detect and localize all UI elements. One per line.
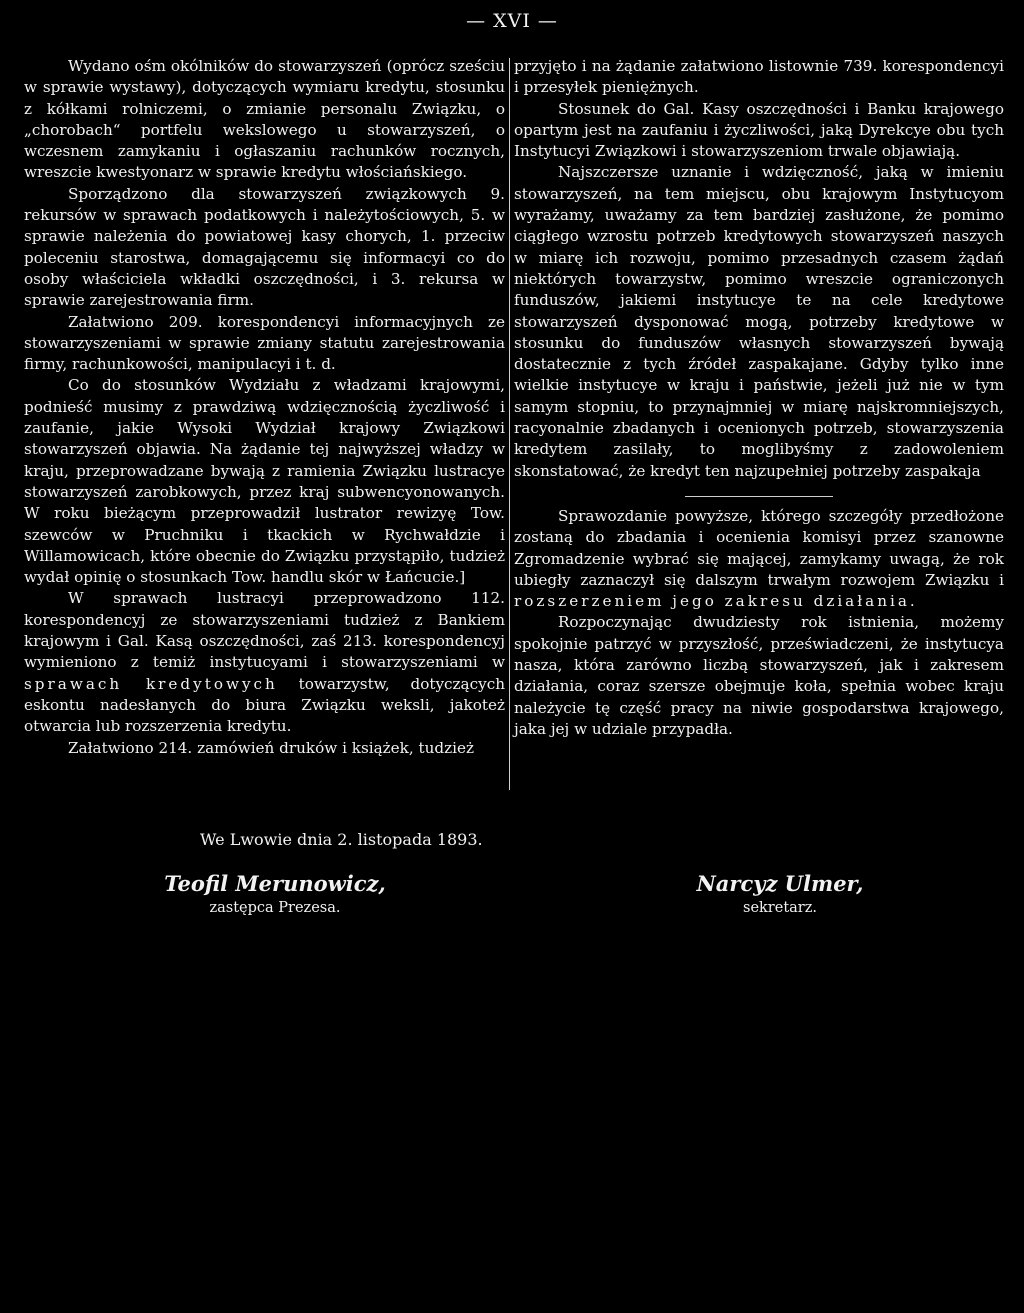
signatory-role: sekretarz. (743, 900, 817, 916)
signature-block-vice-president (115, 870, 435, 916)
signatory-role: zastępca Prezesa. (209, 900, 341, 916)
paragraph-orders: Załatwiono 214. zamówień druków i książek, tudzież (68, 738, 474, 757)
audits-text: W sprawach lustracyi przeprowadzono 112. korespondencyj ze stowarzyszeniami tudzież z Bankiem krajowym i Gal. Kasą oszczędności, zaś 213. korespondencyj wymieniono z temiż instytucyami i stowarzyszeniami w (24, 589, 505, 672)
paragraph-continuation: przyjęto i na żądanie załatwiono listownie 739. korespondencyi i przesyłek pieniężnych. (514, 57, 1004, 97)
left-column (24, 56, 505, 759)
paragraph-appeals: Sporządzono dla stowarzyszeń związkowych 9. rekursów w sprawach podatkowych i należytościowych, 5. w sprawie należenia do powiatowej kasy chorych, 1. przeciw poleceniu starostwa, domagającemu się informacyi co do osoby właściciela wkładki oszczędności, i 3. rekursa w sprawie zarejestrowania firm. (24, 184, 505, 310)
paragraph-report-summary (514, 506, 1004, 612)
column-divider (509, 58, 510, 790)
paragraph-circulars: Wydano ośm okólników do stowarzyszeń (oprócz sześciu w sprawie wystawy), dotyczących wymiaru kredytu, stosunku z kółkami rolniczemi, o zmianie personalu Związku, o „chorobach“ portfelu wekslowego u stowarzyszeń, o wczesnem zamykaniu i ogłaszaniu rachunków rocznych, wreszcie kwestyonarz w sprawie kredytu włościańskiego. (24, 57, 505, 182)
section-separator (685, 496, 833, 497)
paragraph-audits (24, 588, 505, 737)
paragraph-twentieth-year: Rozpoczynając dwudziesty rok istnienia, możemy spokojnie patrzyć w przyszłość, przeświadczeni, że instytucya nasza, która zarówno liczbą stowarzyszeń, jak i zakresem działania, coraz szersze obejmuje koła, spełnia wobec kraju należycie tę część pracy na niwie gospodarstwa krajowego, jaka jej w udziale przypadła. (514, 613, 1004, 738)
paragraph-correspondence: Załatwiono 209. korespondencyi informacyjnych ze stowarzyszeniami w sprawie zmiany statutu zarejestrowania firmy, rachunkowości, manipulacyi i t. d. (24, 312, 505, 374)
spaced-emphasis-expansion: rozszerzeniem jego zakresu działania. (514, 592, 918, 611)
signature-block-secretary (620, 870, 940, 916)
signatory-name: Teofil Merunowicz, (164, 871, 386, 896)
paragraph-gratitude: Najszczersze uznanie i wdzięczność, jaką w imieniu stowarzyszeń, na tem miejscu, obu krajowym Instytucyom wyrażamy, uważamy za tem bardziej zasłużone, że pomimo ciągłego wzrostu potrzeb kredytowych stowarzyszeń naszych w miarę ich rozwoju, pomimo przesadnych czasem żądań niektórych towarzystw, pomimo wreszcie ograniczonych funduszów, jakiemi instytucye te na cele kredytowe stowarzyszeń dysponować mogą, potrzeby kredytowe w stosunku do funduszów własnych stowarzyszeń bywają dostatecznie z tych źródeł zaspakajane. Gdyby tylko inne wielkie instytucye w kraju i państwie, jeżeli już nie w tym samym stopniu, to przynajmniej w miarę najskromniejszych, racyonalnie zbadanych i ocenionych potrzeb, stowarzyszenia kredytem zasilały, to moglibyśmy z zadowoleniem skonstatować, że kredyt ten najzupełniej potrzeby zaspakaja (514, 163, 1004, 480)
paragraph-savings-bank: Stosunek do Gal. Kasy oszczędności i Banku krajowego opartym jest na zaufaniu i życzliwości, jaką Dyrekcye obu tych Instytucyi Związkowi i stowarzyszeniom trwale objawiają. (514, 99, 1004, 161)
signatory-name: Narcyz Ulmer, (696, 871, 864, 896)
audits-text-tail: towarzystw, dotyczących eskontu nadesłanych do biura Związku weksli, jakoteż otwarcia lub rozszerzenia kredytu. (24, 674, 505, 736)
report-summary-text: Sprawozdanie powyższe, którego szczegóły przedłożone zostaną do zbadania i ocenienia komisyi przez szanowne Zgromadzenie wybrać się mającej, zamykamy uwagą, że rok ubiegły zaznaczył się dalszym trwałym rozwojem Związku i (514, 506, 1004, 589)
paragraph-national-authorities: Co do stosunków Wydziału z władzami krajowymi, podnieść musimy z prawdziwą wdzięcznością życzliwość i zaufanie, jakie Wysoki Wydział krajowy Związkowi stowarzyszeń objawia. Na żądanie tej najwyższej władzy w kraju, przeprowadzane bywają z ramienia Związku lustracye stowarzyszeń zarobkowych, przez kraj subwencyonowanych. W roku bieżącym przeprowadził lustrator rewizyę Tow. szewców w Pruchniku i tkackich w Rychwałdzie i Willamowicach, które obecnie do Związku przystąpiło, tudzież wydał opinię o stosunkach Tow. handlu skór w Łańcucie.] (24, 376, 505, 587)
place-date: We Lwowie dnia 2. listopada 1893. (200, 830, 483, 849)
right-column (514, 56, 1004, 740)
spaced-emphasis-credit: sprawach kredytowych (24, 674, 278, 693)
page-number: — XVI — (466, 10, 558, 32)
